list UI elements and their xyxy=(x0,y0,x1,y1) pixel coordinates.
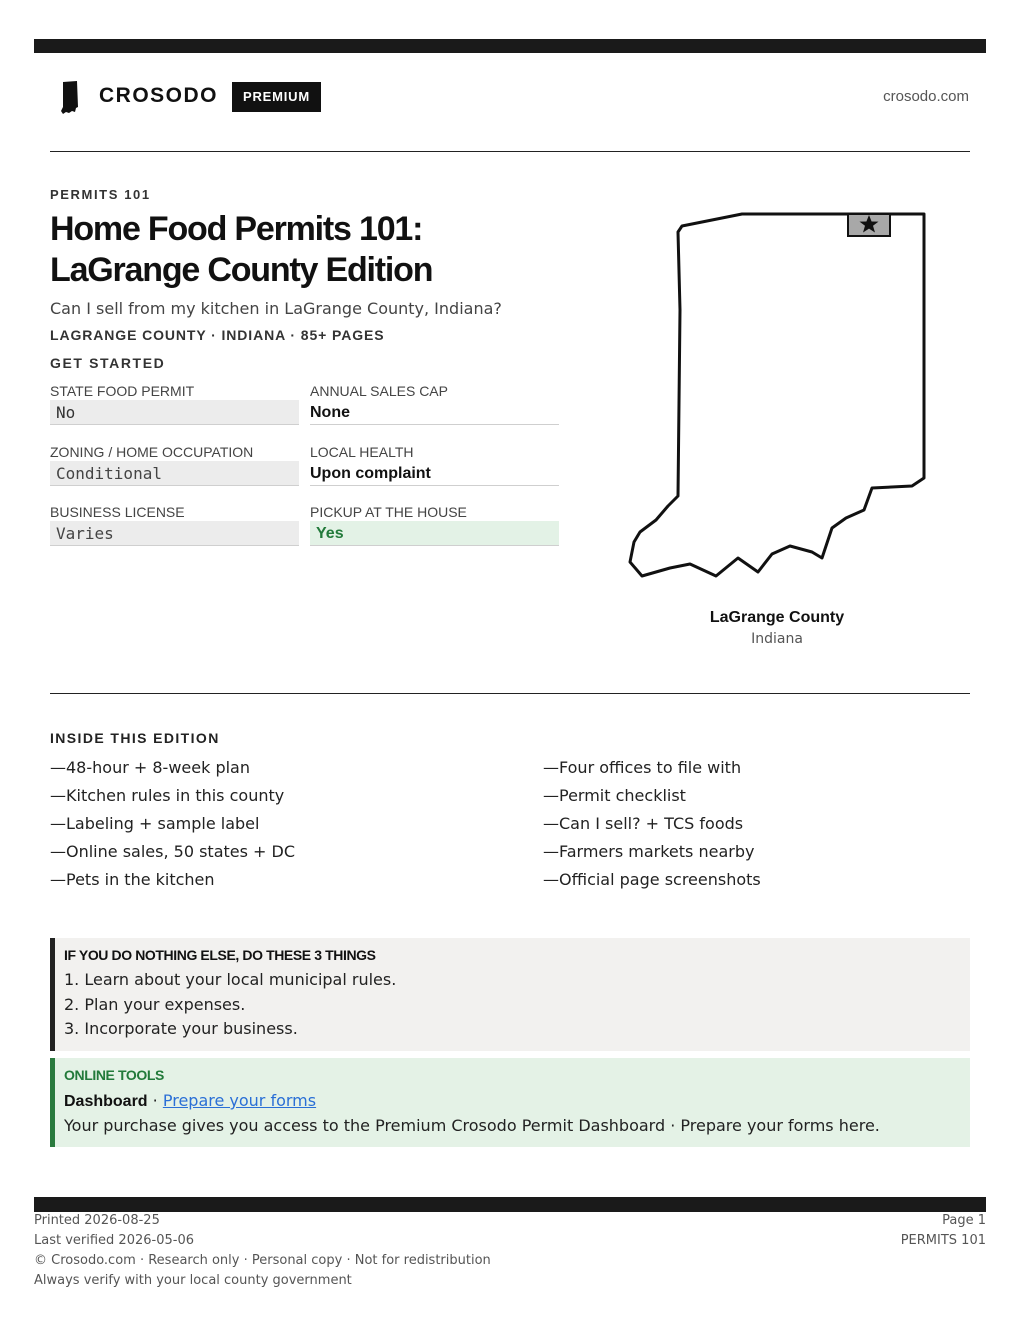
page-title xyxy=(50,209,610,291)
eyebrow-label: PERMITS 101 xyxy=(50,187,151,202)
map-county-label: LaGrange County xyxy=(709,609,845,626)
fact-label: ANNUAL SALES CAP xyxy=(310,383,448,399)
fact-value: Varies xyxy=(50,521,299,546)
header xyxy=(50,78,970,118)
fact-pickup-at-the-house xyxy=(310,504,559,557)
contents-item: —Labeling + sample label xyxy=(50,814,260,833)
get-started-heading: GET STARTED xyxy=(50,355,166,371)
dashboard-label: Dashboard xyxy=(64,1093,148,1110)
dashboard-row xyxy=(64,1091,316,1111)
fact-zoning-home-occupation xyxy=(50,444,299,497)
fact-value: None xyxy=(310,400,559,425)
state-map xyxy=(626,210,928,580)
fact-label: STATE FOOD PERMIT xyxy=(50,383,195,399)
dashboard-separator: · xyxy=(147,1091,163,1110)
footer-section: PERMITS 101 xyxy=(900,1233,986,1248)
contents-list-right xyxy=(543,757,761,897)
contents-item: —Permit checklist xyxy=(543,786,686,805)
contents-item: —Farmers markets nearby xyxy=(543,842,755,861)
printed-date: Printed 2026-08-25 xyxy=(34,1213,160,1228)
fact-local-health xyxy=(310,444,559,497)
contents-item: —Can I sell? + TCS foods xyxy=(543,814,744,833)
fact-state-food-permit xyxy=(50,383,299,436)
top-bar xyxy=(34,39,986,53)
must-do-item: 1. Learn about your local municipal rules. xyxy=(64,970,397,989)
online-tools-callout xyxy=(50,1058,970,1147)
inside-edition-heading: INSIDE THIS EDITION xyxy=(50,730,220,746)
header-divider xyxy=(50,151,970,152)
must-do-callout xyxy=(50,938,970,1051)
brand-name: CROSODO xyxy=(99,84,219,107)
page-subtitle: Can I sell from my kitchen in LaGrange County, Indiana? xyxy=(50,299,502,318)
contents-item: —Pets in the kitchen xyxy=(50,870,215,889)
indiana-state-silhouette-icon xyxy=(60,81,80,115)
must-do-item: 2. Plan your expenses. xyxy=(64,995,246,1014)
fact-value: Conditional xyxy=(50,461,299,486)
section-divider xyxy=(50,693,970,694)
verified-date: Last verified 2026-05-06 xyxy=(34,1233,194,1248)
fact-label: ZONING / HOME OCCUPATION xyxy=(50,444,254,460)
premium-badge: PREMIUM xyxy=(232,82,321,112)
fact-value: Upon complaint xyxy=(310,461,559,486)
prepare-forms-link[interactable]: Prepare your forms xyxy=(162,1091,317,1110)
verify-note: Always verify with your local county government xyxy=(34,1273,352,1288)
edition-meta: LAGRANGE COUNTY · INDIANA · 85+ PAGES xyxy=(50,327,385,343)
contents-item: —48-hour + 8-week plan xyxy=(50,758,250,777)
map-state-label: Indiana xyxy=(751,631,803,647)
contents-list-left xyxy=(50,757,295,897)
online-tools-heading: ONLINE TOOLS xyxy=(64,1067,164,1083)
online-tools-description: Your purchase gives you access to the Premium Crosodo Permit Dashboard · Prepare your forms here. xyxy=(64,1116,880,1135)
page-number: Page 1 xyxy=(942,1213,986,1228)
fact-annual-sales-cap xyxy=(310,383,559,436)
state-outline xyxy=(630,214,924,576)
fact-business-license xyxy=(50,504,299,557)
contents-item: —Kitchen rules in this county xyxy=(50,786,285,805)
contents-item: —Official page screenshots xyxy=(543,870,761,889)
contents-item: —Online sales, 50 states + DC xyxy=(50,842,296,861)
fact-value: No xyxy=(50,400,299,425)
title-line-1: Home Food Permits 101: xyxy=(50,210,423,248)
must-do-heading: IF YOU DO NOTHING ELSE, DO THESE 3 THINGS xyxy=(64,947,376,963)
must-do-item: 3. Incorporate your business. xyxy=(64,1019,298,1038)
bottom-bar xyxy=(34,1197,986,1212)
fact-label: PICKUP AT THE HOUSE xyxy=(310,504,467,520)
copyright-notice: © Crosodo.com · Research only · Personal copy · Not for redistribution xyxy=(34,1253,491,1268)
fact-value: Yes xyxy=(310,521,559,546)
title-line-2: LaGrange County Edition xyxy=(50,251,433,289)
fact-label: LOCAL HEALTH xyxy=(310,444,414,460)
contents-item: —Four offices to file with xyxy=(543,758,742,777)
site-url[interactable]: crosodo.com xyxy=(883,88,969,105)
fact-label: BUSINESS LICENSE xyxy=(50,504,185,520)
